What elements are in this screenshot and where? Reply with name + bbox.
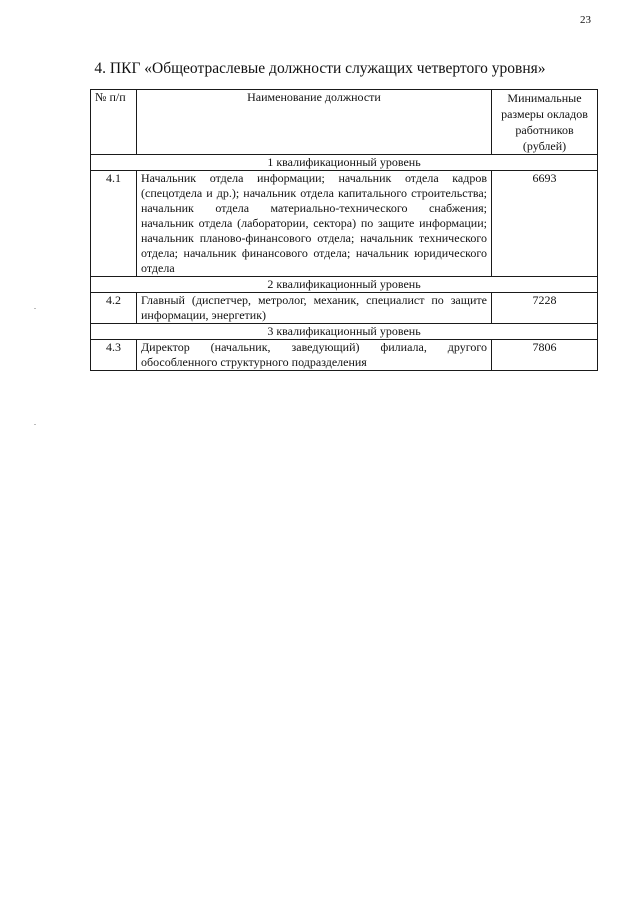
page-number: 23 [580, 14, 591, 26]
row-number: 4.1 [91, 171, 137, 277]
table-header-row [91, 90, 598, 155]
position-name: Главный (диспетчер, метролог, механик, специалист по защите информации, энергетик) [137, 293, 492, 324]
table-row [91, 171, 598, 277]
scan-speck [34, 308, 36, 309]
level-label: 2 квалификационный уровень [91, 277, 598, 293]
level-row [91, 277, 598, 293]
header-min-salary: Минимальные размеры окладов работников (рублей) [492, 90, 598, 155]
header-number: № п/п [91, 90, 137, 155]
row-number: 4.2 [91, 293, 137, 324]
row-number: 4.3 [91, 340, 137, 371]
section-title: 4. ПКГ «Общеотраслевые должности служащих четвертого уровня» [94, 60, 546, 77]
level-row [91, 324, 598, 340]
position-name: Начальник отдела информации; начальник отдела кадров (спецотдела и др.); начальник отдела капитального строительства; начальник отдела материально-технического снабжения; начальник отдела (лаборатории, сектора) по защите информации; начальник планово-финансового отдела; начальник технического отдела; начальник финансового отдела; начальник юридического отдела [137, 171, 492, 277]
salary-value: 6693 [492, 171, 598, 277]
level-label: 3 квалификационный уровень [91, 324, 598, 340]
salary-value: 7228 [492, 293, 598, 324]
table-row [91, 293, 598, 324]
table-row [91, 340, 598, 371]
level-label: 1 квалификационный уровень [91, 155, 598, 171]
scan-speck [34, 424, 36, 425]
salary-table [90, 89, 598, 371]
header-position-name: Наименование должности [137, 90, 492, 155]
salary-value: 7806 [492, 340, 598, 371]
level-row [91, 155, 598, 171]
position-name: Директор (начальник, заведующий) филиала, другого обособленного структурного подразделения [137, 340, 492, 371]
